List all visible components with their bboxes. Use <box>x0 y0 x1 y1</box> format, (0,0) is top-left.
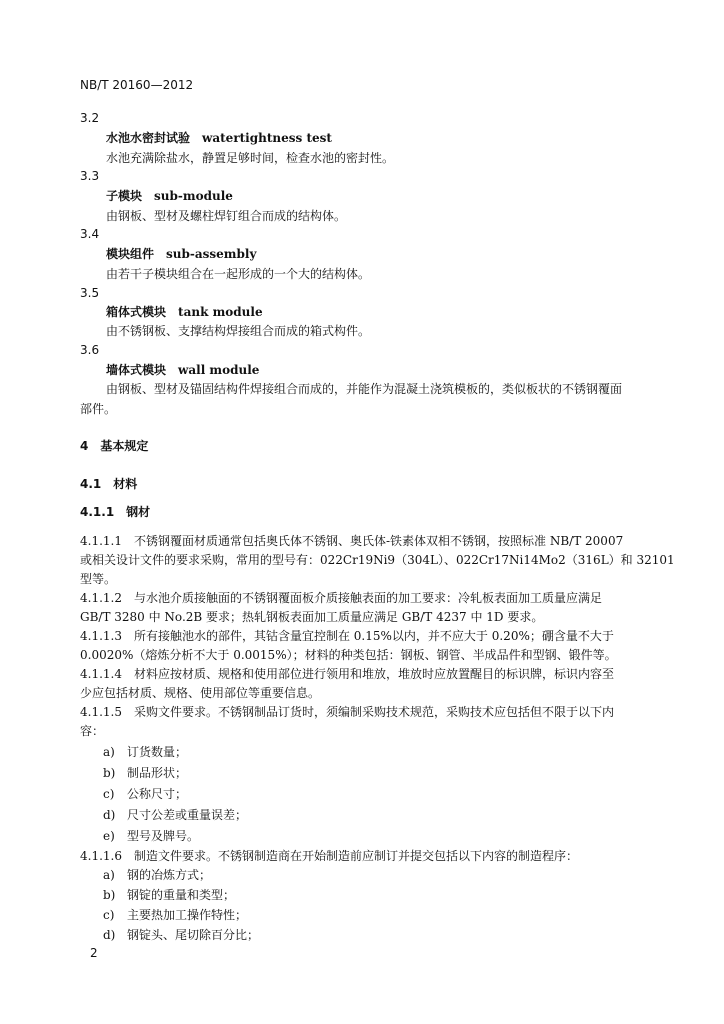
clause-line: 或相关设计文件的要求采购，常用的型号有：022Cr19Ni9（304L）、022Cr17Ni14Mo2（316L）和 32101 <box>80 553 675 567</box>
list-item <box>103 786 187 802</box>
section-number: 3.4 <box>80 227 100 241</box>
clause-line: 0.0020%（熔炼分析不大于 0.0015%）；材料的种类包括：钢板、钢管、半成品件和型钢、锻件等。 <box>80 648 617 662</box>
standard-header: NB/T 20160—2012 <box>80 78 194 92</box>
term-en: tank module <box>178 305 263 319</box>
section-heading: 4.1 材料 <box>80 477 138 491</box>
term-en: watertightness test <box>202 131 332 145</box>
list-marker: a) <box>103 745 115 759</box>
clause-line: 4.1.1.6 制造文件要求。不锈钢制造商在开始制造前应制订并提交包括以下内容的制造程序： <box>80 849 578 863</box>
list-marker: b) <box>103 888 116 902</box>
list-item <box>103 744 187 760</box>
list-marker: d) <box>103 808 116 822</box>
list-item <box>103 765 187 781</box>
term-title <box>106 130 332 146</box>
clause-line: 4.1.1.4 材料应按材质、规格和使用部位进行领用和堆放，堆放时应放置醒目的标识牌，标识内容至 <box>80 667 614 681</box>
list-text: 型号及牌号。 <box>127 829 200 843</box>
term-cn: 水池水密封试验 <box>106 131 191 145</box>
term-title <box>106 188 233 204</box>
list-marker: c) <box>103 787 115 801</box>
list-item <box>103 907 247 923</box>
section-number: 3.6 <box>80 343 100 357</box>
clause-line: 容： <box>80 724 105 738</box>
section-number: 3.3 <box>80 169 100 183</box>
list-text: 主要热加工操作特性； <box>127 908 248 922</box>
term-definition: 由不锈钢板、支撑结构焊接组合而成的箱式构件。 <box>106 324 371 338</box>
term-definition: 由若干子模块组合在一起形成的一个大的结构体。 <box>106 267 371 281</box>
term-title <box>106 362 259 378</box>
page-number: 2 <box>90 946 98 960</box>
list-text: 钢锭头、尾切除百分比； <box>127 928 260 942</box>
term-definition: 由钢板、型材及锚固结构件焊接组合而成的，并能作为混凝土浇筑模板的，类似板状的不锈钢覆面 <box>106 382 623 396</box>
term-definition-continued: 部件。 <box>80 402 117 416</box>
list-text: 公称尺寸； <box>127 787 188 801</box>
term-en: wall module <box>178 363 260 377</box>
term-title <box>106 304 263 320</box>
term-definition: 由钢板、型材及螺柱焊钉组合而成的结构体。 <box>106 209 347 223</box>
term-cn: 模块组件 <box>106 247 155 261</box>
term-cn: 箱体式模块 <box>106 305 167 319</box>
term-en: sub-assembly <box>166 247 257 261</box>
term-definition: 水池充满除盐水，静置足够时间，检查水池的密封性。 <box>106 151 395 165</box>
term-cn: 子模块 <box>106 189 143 203</box>
list-item <box>103 887 235 903</box>
list-marker: a) <box>103 868 115 882</box>
section-number: 3.5 <box>80 286 100 300</box>
list-item <box>103 828 199 844</box>
list-marker: e) <box>103 829 115 843</box>
list-text: 钢锭的重量和类型； <box>127 888 236 902</box>
list-marker: b) <box>103 766 116 780</box>
list-item <box>103 927 259 943</box>
list-item <box>103 807 247 823</box>
term-en: sub-module <box>154 189 233 203</box>
section-number: 3.2 <box>80 111 100 125</box>
clause-line: 4.1.1.2 与水池介质接触面的不锈钢覆面板介质接触表面的加工要求：冷轧板表面加工质量应满足 <box>80 591 602 605</box>
list-item <box>103 867 211 883</box>
term-cn: 墙体式模块 <box>106 363 167 377</box>
list-text: 钢的冶炼方式； <box>127 868 212 882</box>
clause-line: GB/T 3280 中 No.2B 要求；热轧钢板表面加工质量应满足 GB/T 4237 中 1D 要求。 <box>80 610 544 624</box>
list-marker: c) <box>103 908 115 922</box>
clause-line: 少应包括材质、规格、使用部位等重要信息。 <box>80 686 321 700</box>
clause-line: 型等。 <box>80 572 117 586</box>
list-marker: d) <box>103 928 116 942</box>
list-text: 订货数量； <box>127 745 188 759</box>
list-text: 制品形状； <box>127 766 188 780</box>
chapter-heading: 4 基本规定 <box>80 439 149 453</box>
list-text: 尺寸公差或重量误差； <box>127 808 248 822</box>
clause-line: 4.1.1.5 采购文件要求。不锈钢制品订货时，须编制采购技术规范，采购技术应包括但不限于以下内 <box>80 705 614 719</box>
term-title <box>106 246 256 262</box>
clause-line: 4.1.1.1 不锈钢覆面材质通常包括奥氏体不锈钢、奥氏体-铁素体双相不锈钢，按照标准 NB/T 20007 <box>80 534 624 548</box>
subsection-heading: 4.1.1 钢材 <box>80 505 151 519</box>
clause-line: 4.1.1.3 所有接触池水的部件，其钴含量宜控制在 0.15%以内，并不应大于 0.20%；硼含量不大于 <box>80 629 614 643</box>
